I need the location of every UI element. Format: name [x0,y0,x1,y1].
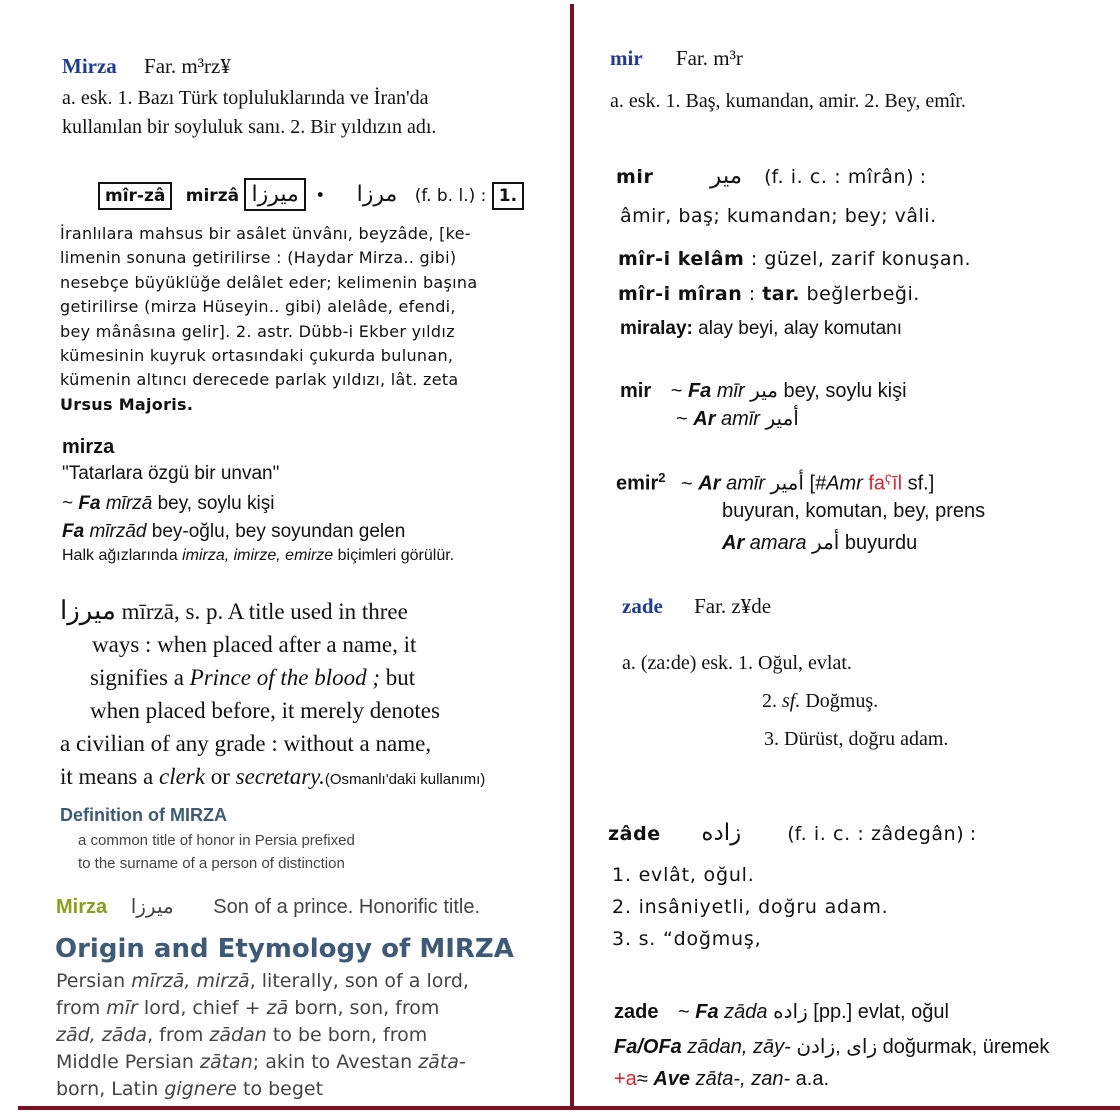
definition-line: 3. Dürüst, doğru adam. [764,728,949,750]
section-heading: Definition of MIRZA [60,805,227,825]
headword: zade [622,594,663,618]
headword: Mirza [62,54,117,78]
definition-line: limenin sonuna getirilirse : (Haydar Mirza.. gibi) [60,248,457,268]
arabic-word: مرزا [356,182,398,207]
definition-line: a. esk. 1. Baş, kumandan, amir. 2. Bey, emîr. [610,90,966,112]
definition-line: a. (za:de) esk. 1. Oğul, evlat. [622,652,852,674]
headword: mir [620,380,652,402]
definition-line: 3. s. “doğmuş, [612,928,762,950]
definition-line: âmir, baş; kumandan; bey; vâli. [620,205,937,227]
definition-line: Fa mīrzād bey-oğlu, bey soyundan gelen [62,521,406,542]
definition-line: İranlılara mahsus bir asâlet ünvânı, beyzâde, [ke- [60,224,471,243]
headword: zade [614,1001,659,1023]
headword: mir [610,46,643,70]
section-heading: Origin and Etymology of MIRZA [55,934,514,964]
source-tag: (f. i. c. : mîrân) : [764,166,926,188]
definition-line: kümenin altıncı derecede parlak yıldızı, lât. zeta [60,370,459,390]
definition-line: bey mânâsına gelir]. 2. astr. Dübb-i Ekber yıldız [60,321,455,341]
definition-line: buyuran, komutan, bey, prens [722,500,986,522]
headword: mirzâ [185,186,240,206]
headword: Mirza [56,896,108,918]
definition-line: Fa/OFa zādan, zāy- زای ,زادن doğurmak, üremek [614,1036,1050,1058]
definition-line: kullanılan bir soyluluk sanı. 2. Bir yıldızın adı. [62,116,437,138]
entry-emir: emir$^2$ ~ Ar amīr أمير [#Amr faˁīl sf.] [616,470,935,495]
sense-number: 1. [492,182,524,210]
definition-line: mîr-i mîran : tar. beğlerbeği. [618,283,920,305]
entry-zade-etymology: zade ~ Fa zāda زاده [pp.] evlat, oğul [614,1001,949,1023]
definition-line: 1. evlât, oğul. [612,864,755,886]
arabic-word-box: میرزا [244,178,305,211]
arabic-word: میرزا [130,896,174,918]
entry-zade-devellioglu [608,820,976,846]
arabic-word: میرزا [60,596,116,625]
bottom-divider [18,1106,1120,1110]
entry-mir-etymology: mir ~ Fa mīr میر bey, soylu kişi [620,380,907,402]
entry-mirza-english: میرزا mīrzā, s. p. A title used in three ways : when placed after a name, it signifies a Prince of the blood ; but when placed before, it merely denotes a civilian of any grade : without a name, it means a clerk or secretary.(Osmanlı'daki kullanımı) [60,596,486,789]
entry-mirza-tdk [62,54,231,79]
arabic-word: میر [710,163,743,189]
definition-line: kümesinin kuyruk ortasındaki çukurda bulunan, [60,346,454,366]
source-tag: (f. i. c. : zâdegân) : [787,823,977,845]
headword: mir [616,166,654,188]
annotation: (Osmanlı'daki kullanımı) [324,771,486,788]
definition-line: ~ Fa mīrzā bey, soylu kişi [62,493,275,514]
definition-line: a common title of honor in Persia prefixed [78,832,355,849]
origin: Far. m³rz¥ [144,54,231,78]
definition-line: +a≈ Ave zāta-, zan- a.a. [614,1068,830,1090]
definition-line: ~ Ar amīr أمير [676,408,799,430]
headword: emir [616,472,659,495]
headword-box: mîr-zâ [98,182,172,210]
source-tag: (f. b. l.) : [414,186,487,206]
definition-line: mîr-i kelâm : güzel, zarif konuşan. [618,248,972,270]
definition-line: to the surname of a person of distinction [78,855,345,872]
entry-mirza-devellioglu: mîr-zâ mirzâ مرزا • میرزا (f. b. l.) : 1. [98,182,524,207]
origin: Far. z¥de [694,594,772,618]
entry-mir-devellioglu [616,163,926,189]
vertical-divider [570,4,574,1110]
etymology-block: Persian mīrzā, mirzā, literally, son of a lord, from mīr lord, chief + zā born, son, from zād, zāda, from zādan to be born, from Middle Persian zātan; akin to Avestan zāta- born, Latin gignere to beget [56,970,469,1100]
entry-mirza-honorific [56,894,480,919]
arabic-word: زاده [701,820,742,846]
definition-line: getirilirse (mirza Hüseyin.. gibi) alelâde, efendi, [60,297,456,317]
definition-line: 2. insâniyetli, doğru adam. [612,896,889,918]
entry-mir-tdk [610,46,743,71]
headword: mirza [62,436,115,458]
entry-zade-tdk [622,594,771,619]
definition-line: nesebçe büyüklüğe delâlet eder; kelimenin başına [60,272,478,292]
definition-line: Ursus Majoris. [60,394,194,414]
definition-block [60,222,477,417]
definition-line: 2. sf. Doğmuş. [762,690,879,712]
definition-line: a. esk. 1. Bazı Türk topluluklarında ve İran'da [62,87,429,109]
definition-line: miralay: alay beyi, alay komutanı [620,318,902,339]
definition-line: "Tatarlara özgü bir unvan" [62,463,280,484]
definition: Son of a prince. Honorific title. [213,896,481,918]
definition-line: Halk ağızlarında imirza, imirze, emirze biçimleri görülür. [62,547,455,564]
definition-line: Ar amara أمر buyurdu [722,532,918,554]
headword: zâde [608,823,661,845]
origin: Far. m³r [675,46,743,70]
